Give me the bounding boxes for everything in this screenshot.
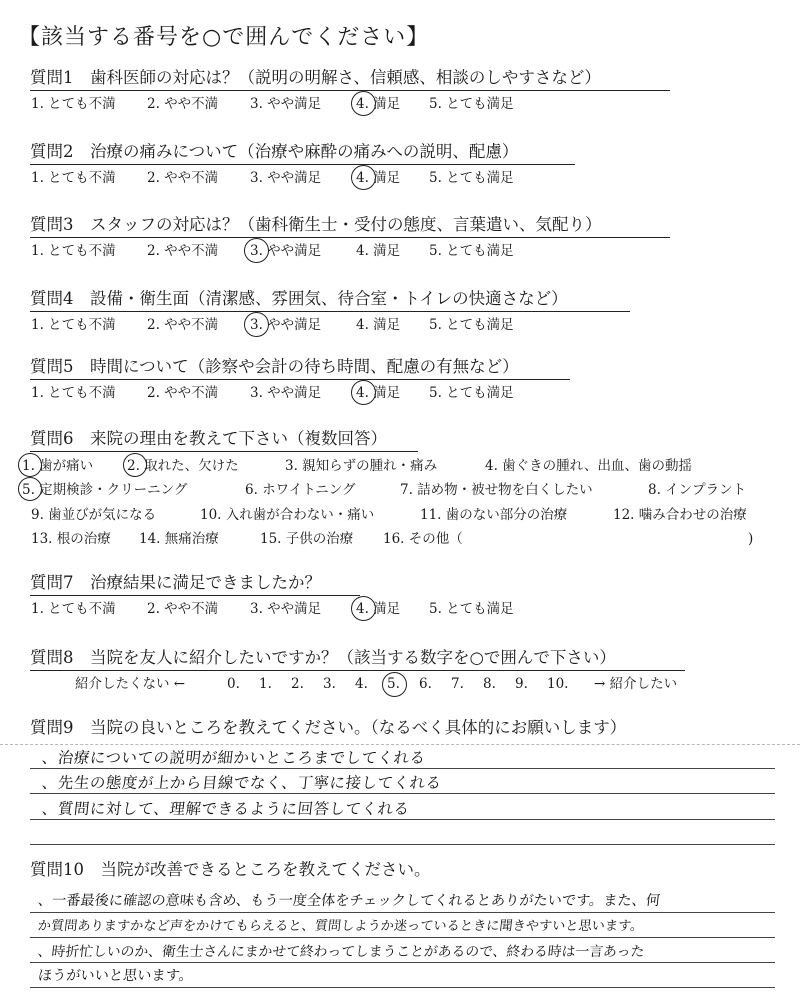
q8-option-4[interactable]: 4. [355,676,368,692]
q3-option-5[interactable]: 5. とても満足 [429,243,514,259]
q1-title: 質問1 歯科医師の対応は？（説明の明解さ、信頼感、相談のしやすさなど） [30,68,601,87]
q4-underline [30,311,630,312]
q8-underline [30,670,685,671]
q2-option-1[interactable]: 1. とても不満 [31,170,116,186]
q2-answer-circle [351,165,376,190]
q7-option-1[interactable]: 1. とても不満 [31,601,116,617]
q9-answer-line-1: 、治療についての説明が細かいところまでしてくれる [40,749,427,767]
q6-option-13[interactable]: 13. 根の治療 [31,531,111,547]
q4-option-4[interactable]: 4. 満足 [356,317,401,333]
q7-option-3[interactable]: 3. やや満足 [250,601,322,617]
q7-title: 質問7 治療結果に満足できましたか？ [30,573,321,592]
q8-option-1[interactable]: 1. [259,676,272,692]
q10-answer-line-4: ほうがいいと思います。 [37,968,194,984]
q8-option-10[interactable]: 10. [547,676,569,692]
q1-underline [30,90,670,91]
q3-option-3[interactable]: 3. やや満足 [250,243,322,259]
q8-option-7[interactable]: 7. [451,676,464,692]
q6-underline [30,451,418,452]
q3-title: 質問3 スタッフの対応は？（歯科衛生士・受付の態度、言葉遣い、気配り） [30,215,602,234]
q10-ruled-line-3 [30,962,775,963]
q6-selected-circle-1 [18,453,42,477]
q2-title: 質問2 治療の痛みについて（治療や麻酔の痛みへの説明、配慮） [30,142,519,161]
q6-option-9[interactable]: 9. 歯並びが気になる [31,507,157,523]
q6-option-8[interactable]: 8. インプラント [648,482,747,498]
q6-option-15[interactable]: 15. 子供の治療 [260,531,354,547]
q1-option-2[interactable]: 2. やや不満 [147,96,219,112]
q8-option-9[interactable]: 9. [515,676,528,692]
q1-option-3[interactable]: 3. やや満足 [250,96,322,112]
q8-option-6[interactable]: 6. [419,676,432,692]
q8-left-label: 紹介したくない ← [75,676,186,692]
q1-option-4[interactable]: 4. 満足 [356,96,401,112]
q8-right-label: → 紹介したい [594,676,678,692]
q6-title: 質問6 来院の理由を教えて下さい（複数回答） [30,429,387,448]
q7-underline [30,595,360,596]
q8-option-3[interactable]: 3. [323,676,336,692]
q6-option-16[interactable]: 16. その他（ [383,531,463,547]
q5-title: 質問5 時間について（診察や会計の待ち時間、配慮の有無など） [30,357,519,376]
q8-option-5[interactable]: 5. [387,676,400,692]
q9-answer-line-2: 、先生の態度が上から目線でなく、丁寧に接してくれる [40,774,443,792]
q4-option-3[interactable]: 3. やや満足 [250,317,322,333]
q3-option-4[interactable]: 4. 満足 [356,243,401,259]
page-title: 【該当する番号を○で囲んでください】 [18,25,430,50]
q3-underline [30,237,670,238]
q7-option-2[interactable]: 2. やや不満 [147,601,219,617]
q4-option-1[interactable]: 1. とても不満 [31,317,116,333]
q6-other-close-paren: ) [748,531,754,547]
q9-ruled-line-2 [30,793,775,794]
q9-ruled-line-4 [30,844,775,845]
q9-title: 質問9 当院の良いところを教えてください。（なるべく具体的にお願いします） [30,718,627,737]
q6-selected-circle-2 [123,453,147,477]
q4-answer-circle [244,312,269,337]
q8-title: 質問8 当院を友人に紹介したいですか？（該当する数字を○で囲んで下さい） [30,648,616,667]
q6-option-12[interactable]: 12. 噛み合わせの治療 [613,507,747,523]
q4-option-2[interactable]: 2. やや不満 [147,317,219,333]
q2-underline [30,164,575,165]
q8-option-2[interactable]: 2. [291,676,304,692]
q5-option-2[interactable]: 2. やや不満 [147,385,219,401]
q5-option-1[interactable]: 1. とても不満 [31,385,116,401]
q10-answer-line-3: 、時折忙しいのか、衛生士さんにまかせて終わってしまうことがあるので、終わる時は一言あった [36,944,646,960]
q7-option-5[interactable]: 5. とても満足 [429,601,514,617]
q4-option-5[interactable]: 5. とても満足 [429,317,514,333]
q9-answer-line-3: 、質問に対して、理解できるように回答してくれる [40,800,411,818]
q10-ruled-line-4 [30,987,775,988]
q5-option-3[interactable]: 3. やや満足 [250,385,322,401]
q8-answer-circle [382,672,407,697]
q10-ruled-line-1 [30,912,775,913]
q6-selected-circle-5 [18,477,42,501]
q6-option-2[interactable]: 2. 取れた、欠けた [127,458,239,474]
q8-option-0[interactable]: 0. [227,676,240,692]
q2-option-4[interactable]: 4. 満足 [356,170,401,186]
q6-option-7[interactable]: 7. 詰め物・被せ物を白くしたい [400,482,593,498]
q5-answer-circle [351,380,376,405]
q6-option-4[interactable]: 4. 歯ぐきの腫れ、出血、歯の動揺 [485,458,692,474]
q3-option-2[interactable]: 2. やや不満 [147,243,219,259]
q7-option-4[interactable]: 4. 満足 [356,601,401,617]
q1-answer-circle [351,91,376,116]
q9-ruled-line-1 [30,768,775,769]
q7-answer-circle [351,596,376,621]
q1-option-5[interactable]: 5. とても満足 [429,96,514,112]
q6-option-10[interactable]: 10. 入れ歯が合わない・痛い [200,507,375,523]
q9-ruled-line-3 [30,819,775,820]
q5-underline [30,379,570,380]
q6-option-6[interactable]: 6. ホワイトニング [245,482,356,498]
q10-answer-line-2: か質問ありますかなど声をかけてもらえると、質問しようか迷っているときに聞きやすいと思います。 [37,919,645,934]
q8-option-8[interactable]: 8. [483,676,496,692]
q3-answer-circle [244,238,269,263]
q6-option-11[interactable]: 11. 歯のない部分の治療 [420,507,568,523]
q3-option-1[interactable]: 1. とても不満 [31,243,116,259]
q6-option-14[interactable]: 14. 無痛治療 [139,531,219,547]
q6-option-3[interactable]: 3. 親知らずの腫れ・痛み [285,458,438,474]
q2-option-5[interactable]: 5. とても満足 [429,170,514,186]
q5-option-5[interactable]: 5. とても満足 [429,385,514,401]
q6-option-5[interactable]: 5. 定期検診・クリーニング [22,482,188,498]
q10-title: 質問10 当院が改善できるところを教えてください。 [30,860,431,879]
q5-option-4[interactable]: 4. 満足 [356,385,401,401]
q10-answer-line-1: 、一番最後に確認の意味も含め、もう一度全体をチェックしてくれるとありがたいです。また、何 [37,893,661,909]
q1-option-1[interactable]: 1. とても不満 [31,96,116,112]
q6-option-1[interactable]: 1. 歯が痛い [22,458,94,474]
q2-option-3[interactable]: 3. やや満足 [250,170,322,186]
fold-line [0,744,800,745]
q10-ruled-line-2 [30,937,775,938]
q2-option-2[interactable]: 2. やや不満 [147,170,219,186]
q4-title: 質問4 設備・衛生面（清潔感、雰囲気、待合室・トイレの快適さなど） [30,289,568,308]
